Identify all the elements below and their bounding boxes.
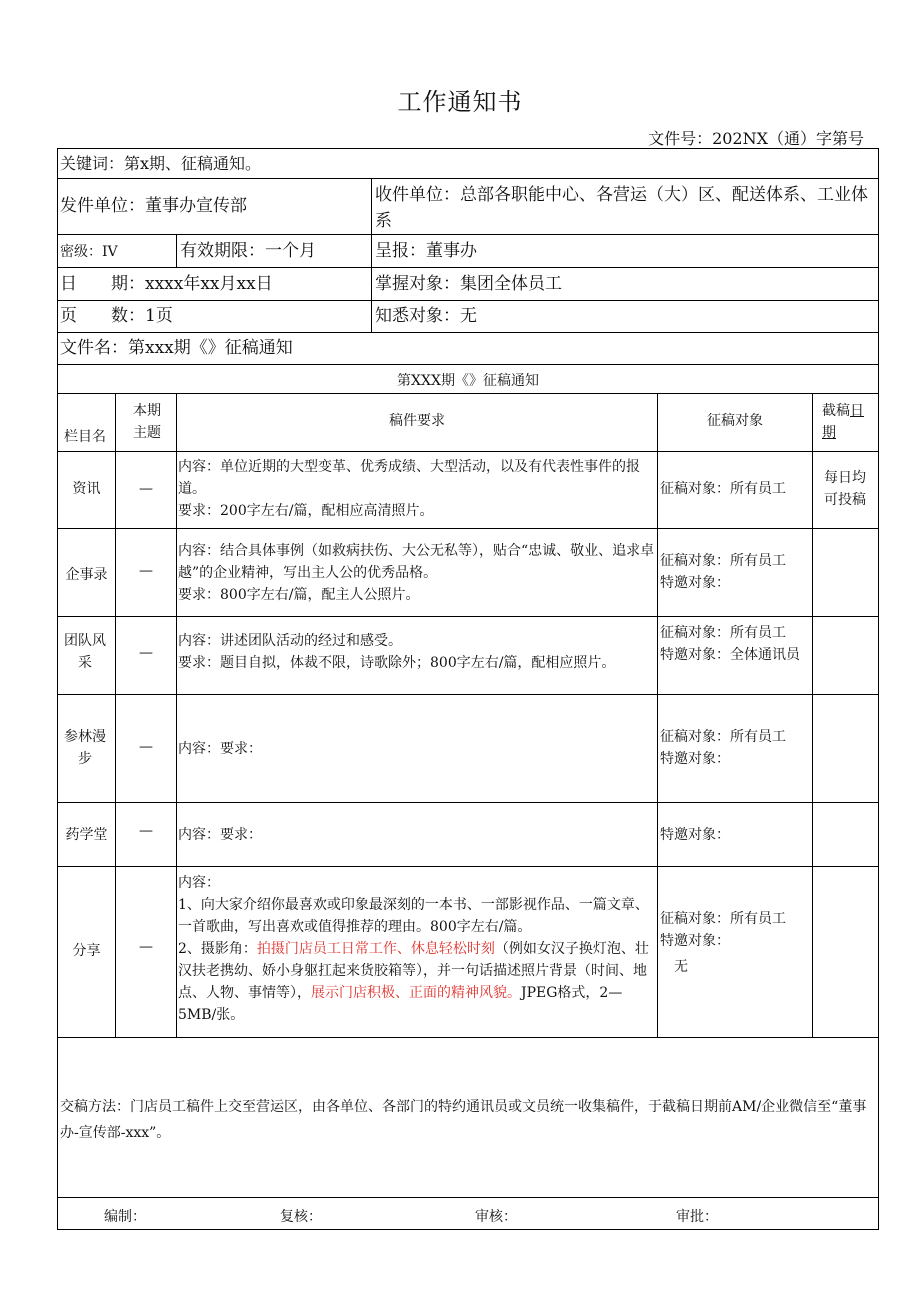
page-count: 页 数：1页 — [60, 306, 173, 326]
row-topic: — — [139, 739, 153, 755]
row-target: 征稿对象：所有员工 特邀对象： 无 — [660, 911, 786, 975]
row-requirements: 内容：要求： — [178, 741, 262, 757]
row-target: 征稿对象：所有员工 特邀对象： — [660, 553, 786, 591]
row-name: 药学堂 — [65, 827, 108, 843]
row-target: 征稿对象：所有员工 特邀对象： — [660, 729, 786, 767]
row-name: 企事录 — [65, 567, 108, 583]
header-deadline: 截稿日期 — [822, 403, 864, 441]
document-title: 工作通知书 — [397, 88, 523, 116]
header-target: 征稿对象 — [707, 413, 763, 429]
signature-review: 复核： — [280, 1209, 322, 1225]
signature-audit: 审核： — [475, 1209, 517, 1225]
row-name: 参林漫步 — [64, 729, 106, 767]
row-requirements: 内容：单位近期的大型变革、优秀成绩、大型活动，以及有代表性事件的报道。 要求：200字左右/篇，配相应高清照片。 — [178, 459, 640, 519]
row-target: 征稿对象：所有员工 — [660, 481, 786, 497]
table-caption: 第XXX期《》征稿通知 — [397, 373, 539, 389]
submission-method: 交稿方法：门店员工稿件上交至营运区，由各单位、各部门的特约通讯员或文员统一收集稿件，于截稿日期前AM/企业微信至“董事办-宣传部-xxx”。 — [60, 1099, 867, 1141]
header-topic: 本期主题 — [133, 403, 161, 441]
validity-period: 有效期限：一个月 — [180, 241, 316, 261]
signature-approve: 审批： — [676, 1209, 718, 1225]
row-target: 特邀对象： — [660, 827, 730, 843]
notified-parties: 知悉对象：无 — [375, 306, 477, 326]
audience: 掌握对象：集团全体员工 — [375, 274, 562, 294]
row-topic: — — [139, 939, 153, 955]
row-name: 资讯 — [72, 481, 101, 497]
header-column-name: 栏目名 — [64, 429, 106, 445]
row-topic: — — [139, 563, 153, 579]
row-requirements: 内容：讲述团队活动的经过和感受。 要求：题目自拟，体裁不限，诗歌除外；800字左右/篇，配相应照片。 — [178, 633, 616, 671]
header-requirements: 稿件要求 — [389, 413, 445, 429]
row-requirements: 内容：要求： — [178, 827, 262, 843]
row-target: 征稿对象：所有员工 特邀对象：全体通讯员 — [660, 625, 800, 663]
secrecy-level: 密级：IV — [60, 244, 118, 260]
row-deadline: 每日均可投稿 — [824, 470, 866, 508]
keywords: 关键词：第x期、征稿通知。 — [60, 154, 262, 173]
signature-edit: 编制： — [104, 1209, 146, 1225]
report-to: 呈报：董事办 — [375, 241, 477, 261]
file-name: 文件名：第xxx期《》征稿通知 — [60, 338, 293, 358]
row-topic: — — [139, 645, 153, 661]
row-topic: — — [139, 481, 153, 497]
row-name: 团队风采 — [64, 633, 106, 671]
row-name: 分享 — [72, 943, 101, 959]
document-number: 文件号：202NX（通）字第号 — [648, 129, 864, 148]
row-requirements: 内容： 1、向大家介绍你最喜欢或印象最深刻的一本书、一部影视作品、一篇文章、一首歌曲，写出喜欢或值得推荐的理由。800字左右/篇。 2、摄影角：拍摄门店员工日常工作、休息轻松时刻（例如女汉子换灯泡、壮汉扶老携幼、娇小身躯扛起来货胶箱等），并一句话描述照片背景（时间、地点、人物、事情等），展示门店积极、正面的精神风貌。JPEG格式，2—5MB/张。 — [178, 875, 649, 1023]
recipient-unit: 收件单位：总部各职能中心、各营运（大）区、配送体系、工业体系 — [375, 185, 868, 231]
date: 日 期：xxxx年xx月xx日 — [60, 274, 273, 294]
row-requirements: 内容：结合具体事例（如救病扶伤、大公无私等），贴合“忠诚、敬业、追求卓越”的企业精神，写出主人公的优秀品格。 要求：800字左右/篇，配主人公照片。 — [178, 543, 655, 603]
row-topic: — — [139, 823, 153, 839]
sender-unit: 发件单位：董事办宣传部 — [60, 196, 247, 216]
